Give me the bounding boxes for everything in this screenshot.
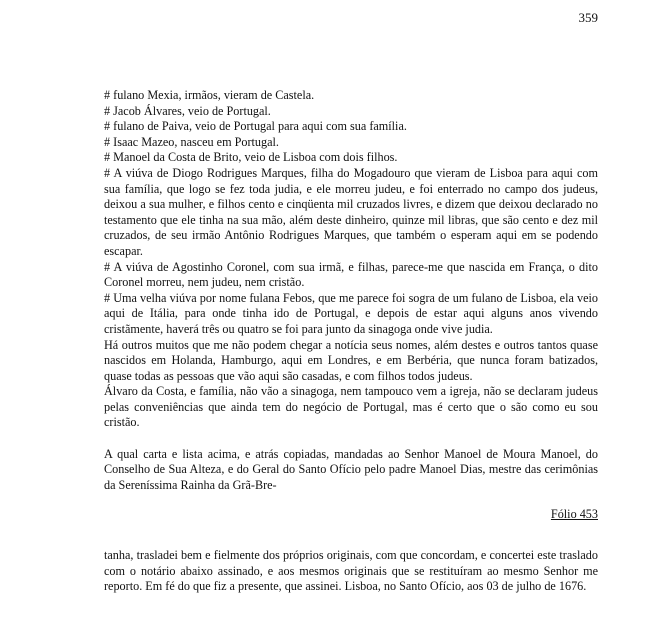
folio-marker: Fólio 453 (550, 507, 598, 521)
list-item: # fulano de Paiva, veio de Portugal para aqui com sua família. (104, 119, 407, 134)
closing-paragraph: A qual carta e lista acima, e atrás copiadas, mandadas ao Senhor Manoel de Moura Manoel, do Conselho de Sua Alteza, e do Geral do Santo Ofício pelo padre Manoel Dias, mestre das cerimônias da Sereníssima Rainha da Grã-Bre- (104, 446, 598, 492)
list-item: # A viúva de Diogo Rodrigues Marques, filha do Mogadouro que vieram de Lisboa para aqui com sua família, que logo se fez toda judia, e ele morreu judeu, e foi enterrado no campo dos judeus, deixou a sua mulher, e filhos cento e cinqüenta mil cruzados livres, e dizem que deixou declarado no testamento que ele tinha na sua mão, além deste dinheiro, quinze mil libras, que são cento e dez mil cruzados, de seu irmão Antônio Rodrigues Marques, que também o esperam aqui em se podendo escapar. (104, 165, 598, 258)
paragraph-spacer (104, 431, 598, 447)
list-item: # fulano Mexia, irmãos, vieram de Castela. (104, 88, 315, 102)
list-item: # Jacob Álvares, veio de Portugal. (104, 103, 271, 118)
body-paragraph: Há outros muitos que me não podem chegar a notícia seus nomes, além destes e outros tantos quase nascidos em Holanda, Hamburgo, aqui em Londres, e em Berbéria, que nunca foram batizados, quase todas as pessoas que vão aqui são casadas, e com filhos todos judeus. (104, 337, 598, 383)
page-number: 359 (578, 10, 598, 25)
list-item: # Isaac Mazeo, nasceu em Portugal. (104, 134, 279, 149)
continuation-paragraph: tanha, trasladei bem e fielmente dos próprios originais, com que concordam, e concertei este traslado com o notário abaixo assinado, e aos mesmos originais que se restituíram ao mesmo Senhor me reporto. Em fé do que fiz a presente, que assinei. Lisboa, no Santo Ofício, aos 03 de julho de 1676. (104, 548, 598, 594)
list-item: # Uma velha viúva por nome fulana Febos, que me parece foi sogra de um fulano de Lisboa, ela veio aqui de Itália, para onde tinha ido de Portugal, e depois de estar aqui alguns anos vivendo cristãmente, haverá três ou quatro se foi para junto da sinagoga onde vive judia. (104, 290, 598, 336)
list-item: # Manoel da Costa de Brito, veio de Lisboa com dois filhos. (104, 150, 398, 165)
list-item: # A viúva de Agostinho Coronel, com sua irmã, e filhas, parece-me que nascida em França, o dito Coronel morreu, nem judeu, nem cristão. (104, 259, 598, 290)
body-paragraph: Álvaro da Costa, e família, não vão a sinagoga, nem tampouco vem a igreja, não se declaram judeus pelas conveniências que ainda tem do negócio de Portugal, mas é certo que o são como eu sou cristão. (104, 384, 598, 430)
document-body (104, 88, 598, 493)
